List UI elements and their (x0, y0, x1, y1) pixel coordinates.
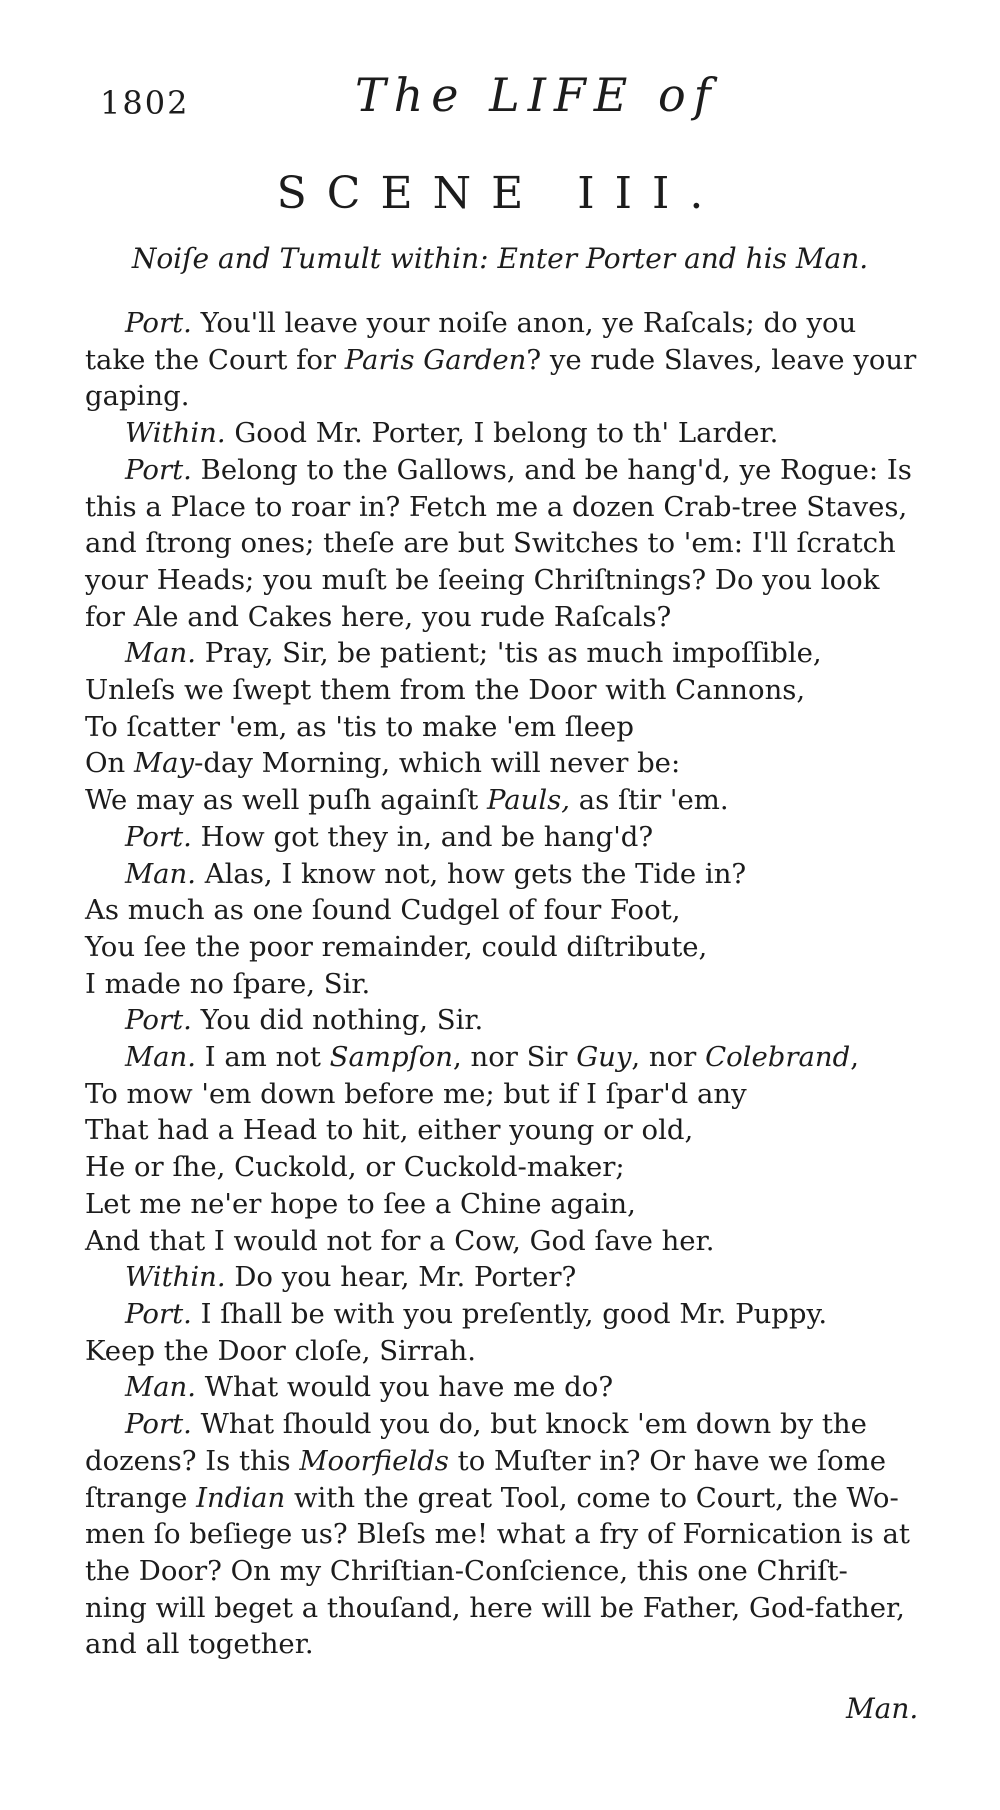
line-text: this a Place to roar in? Fetch me a dozen Crab-tree Staves, (85, 490, 908, 523)
page-number: 1802 (100, 84, 190, 122)
text-line (85, 1480, 955, 1517)
italic-word: Indian (196, 1481, 286, 1514)
text-line (85, 635, 955, 672)
text-line (85, 1149, 955, 1186)
line-text: men ſo beſiege us? Bleſs me! what a fry of Fornication is at (85, 1518, 910, 1551)
text-line (85, 856, 955, 893)
line-text: You ſee the poor remainder, could diſtribute, (85, 930, 708, 963)
line-text: ning will beget a thouſand, here will be Father, God-father, (85, 1591, 905, 1624)
line-text: Do you hear, Mr. Porter? (234, 1261, 577, 1294)
scene-title: SCENE III. (276, 168, 724, 219)
italic-place-name: Moorfields (299, 1444, 449, 1477)
line-text: You'll leave your noiſe anon, ye Raſcals; do you (200, 307, 857, 339)
text-line (85, 1516, 955, 1553)
line-text: Keep the Door cloſe, Sirrah. (85, 1334, 476, 1367)
line-text: What ſhould you do, but knock 'em down by the (200, 1408, 867, 1441)
text-line (85, 1333, 955, 1370)
line-text: as ſtir 'em. (570, 784, 729, 817)
text-line (85, 745, 955, 782)
line-text: How got they in, and be hang'd? (200, 820, 654, 853)
speaker-name: Man. (125, 857, 197, 890)
text-line (85, 1443, 955, 1480)
text-line (85, 819, 955, 856)
catchword: Man. (846, 1692, 919, 1725)
text-line (85, 562, 955, 599)
line-text: Belong to the Gallows, and be hang'd, ye Rogue: Is (200, 453, 912, 486)
text-line (85, 1002, 955, 1039)
line-text: I made no ſpare, Sir. (85, 967, 371, 1000)
line-text: and ſtrong ones; theſe are but Switches to 'em: I'll ſcratch (85, 527, 896, 560)
text-line (85, 378, 955, 415)
text-line (85, 1039, 955, 1076)
italic-name: Colebrand (705, 1041, 851, 1074)
text-line (85, 966, 955, 1003)
line-text: Unleſs we ſwept them from the Door with Cannons, (85, 674, 806, 707)
line-text: On (85, 747, 134, 780)
stage-direction: Noiſe and Tumult within: Enter Porter and his Man. (131, 242, 869, 275)
line-text: ſtrange (85, 1481, 197, 1514)
line-text: and all together. (85, 1628, 314, 1661)
line-text: your Heads; you muſt be ſeeing Chriſtnings? Do you look (85, 563, 880, 596)
text-line (85, 1296, 955, 1333)
italic-place-name: Paris Garden (344, 343, 527, 376)
speaker-name: Within. (125, 417, 226, 450)
speaker-name: Port. (125, 1297, 192, 1330)
text-line (85, 672, 955, 709)
line-text: He or ſhe, Cuckold, or Cuckold-maker; (85, 1151, 625, 1184)
running-title: The LIFE of (355, 68, 719, 122)
text-line (85, 1406, 955, 1443)
text-line (85, 1259, 955, 1296)
line-text: You did nothing, Sir. (200, 1004, 484, 1037)
speaker-name: Man. (125, 1371, 197, 1404)
line-text: Pray, Sir, be patient; 'tis as much impoſſible, (204, 637, 822, 670)
line-text: , nor Sir (453, 1041, 577, 1074)
line-text: gaping. (85, 380, 190, 413)
line-text: the Door? On my Chriſtian-Conſcience, this one Chriſt- (85, 1554, 848, 1587)
page-header (0, 62, 1000, 132)
text-line (85, 452, 955, 489)
line-text: Let me ne'er hope to ſee a Chine again, (85, 1187, 636, 1220)
text-line (85, 599, 955, 636)
text-line (85, 489, 955, 526)
text-line (85, 709, 955, 746)
text-line (85, 415, 955, 452)
line-text: That had a Head to hit, either young or old, (85, 1114, 694, 1147)
text-line (85, 525, 955, 562)
italic-name: Sampſon (329, 1041, 454, 1074)
line-text: I am not (204, 1041, 330, 1074)
line-text: to Muſter in? Or have we ſome (448, 1444, 886, 1477)
line-text: dozens? Is this (85, 1444, 300, 1477)
dialogue-text (85, 305, 955, 1663)
text-line (85, 782, 955, 819)
speaker-name: Port. (125, 453, 192, 486)
line-text: As much as one ſound Cudgel of four Foot, (85, 894, 681, 927)
line-text: -day Morning, which will never be: (194, 747, 681, 780)
speaker-name: Port. (125, 1408, 192, 1441)
line-text: And that I would not for a Cow, God ſave her. (85, 1224, 715, 1257)
text-line (85, 1112, 955, 1149)
line-text: , nor (631, 1041, 706, 1074)
text-line (85, 1590, 955, 1627)
text-line (85, 342, 955, 379)
line-text: Good Mr. Porter, I belong to th' Larder. (234, 417, 779, 450)
italic-word: May (134, 747, 195, 780)
line-text: What would you have me do? (204, 1371, 614, 1404)
line-text: ? ye rude Slaves, leave your (526, 343, 917, 376)
line-text: To mow 'em down before me; but if I ſpar'd any (85, 1077, 747, 1110)
line-text: We may as well puſh againſt (85, 784, 487, 817)
text-line (85, 1223, 955, 1260)
line-text: I ſhall be with you preſently, good Mr. Puppy. (200, 1297, 828, 1330)
text-line (85, 1553, 955, 1590)
text-line (85, 305, 955, 342)
line-text: Alas, I know not, how gets the Tide in? (204, 857, 747, 890)
text-line (85, 1626, 955, 1663)
line-text: with the great Tool, come to Court, the Wo- (285, 1481, 899, 1514)
text-line (85, 892, 955, 929)
speaker-name: Within. (125, 1261, 226, 1294)
speaker-name: Man. (125, 637, 197, 670)
speaker-name: Port. (125, 307, 192, 339)
text-line (85, 929, 955, 966)
speaker-name: Port. (125, 820, 192, 853)
line-text: To ſcatter 'em, as 'tis to make 'em ſleep (85, 710, 634, 743)
speaker-name: Port. (125, 1004, 192, 1037)
line-text: , (850, 1041, 859, 1074)
line-text: take the Court for (85, 343, 345, 376)
speaker-name: Man. (125, 1041, 197, 1074)
text-line (85, 1186, 955, 1223)
text-line (85, 1369, 955, 1406)
text-line (85, 1076, 955, 1113)
italic-place-name: Pauls, (487, 784, 571, 817)
line-text: for Ale and Cakes here, you rude Raſcals? (85, 600, 672, 633)
italic-name: Guy (576, 1041, 632, 1074)
